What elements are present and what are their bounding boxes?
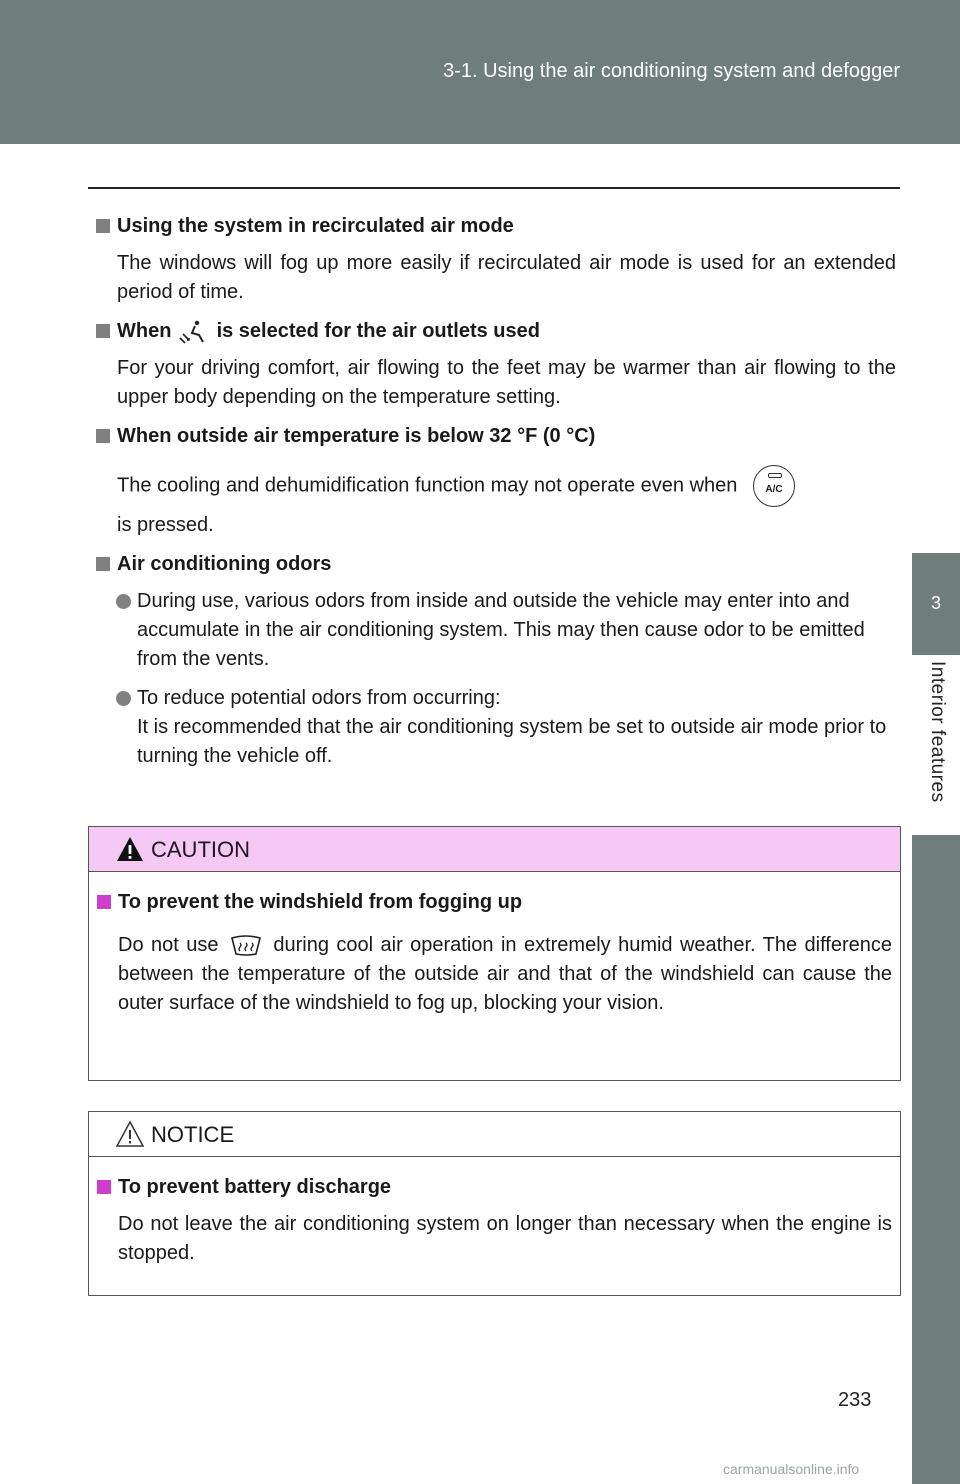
section-text: For your driving comfort, air flowing to the feet may be warmer than air flowing to the upper body depending on the temperature setting. — [117, 357, 896, 408]
main-content — [96, 212, 896, 771]
watermark: carmanualsonline.info — [723, 1461, 860, 1477]
notice-heading: To prevent battery discharge — [97, 1173, 892, 1202]
notice-header — [89, 1112, 900, 1157]
page-number: 233 — [838, 1389, 872, 1411]
notice-box — [88, 1111, 901, 1296]
caution-body — [89, 872, 900, 1018]
notice-text: Do not leave the air conditioning system on longer than necessary when the engine is stopped. — [118, 1213, 892, 1264]
section-heading: Air conditioning odors — [96, 550, 896, 579]
warning-triangle-icon — [115, 835, 145, 863]
side-strip — [912, 835, 960, 1484]
warning-triangle-outline-icon — [115, 1120, 145, 1148]
section-heading: When outside air temperature is below 32 °F (0 °C) — [96, 422, 896, 451]
list-item: To reduce potential odors from occurring: It is recommended that the air conditioning system be set to outside air mode prior to turning the vehicle off. — [137, 684, 896, 771]
caution-heading: To prevent the windshield from fogging up — [97, 888, 892, 917]
square-bullet-icon — [96, 429, 110, 443]
list-item: During use, various odors from inside and outside the vehicle may enter into and accumulate in the air conditioning system. This may then cause odor to be emitted from the vents. — [137, 587, 896, 674]
feet-airflow-icon — [177, 319, 211, 345]
ac-button-icon: A/C — [753, 465, 795, 507]
section-text: is pressed. — [117, 514, 214, 536]
windshield-defogger-icon — [226, 934, 266, 958]
square-bullet-icon — [96, 219, 110, 233]
square-bullet-icon — [97, 895, 111, 909]
caution-text: Do not use during cool air operation in extremely humid weather. The difference between the temperature of the outside air and that of the windshield can cause the outer surface of the windshield to fog up, blocking your vision. — [118, 934, 893, 1014]
round-bullet-icon — [116, 691, 131, 706]
round-bullet-icon — [116, 594, 131, 609]
notice-label: NOTICE — [151, 1122, 235, 1147]
square-bullet-icon — [96, 324, 110, 338]
chapter-tab — [912, 553, 960, 655]
square-bullet-icon — [97, 1180, 111, 1194]
header-title: 3-1. Using the air conditioning system and defogger — [443, 60, 900, 82]
section-heading: When is selected for the air outlets used — [96, 317, 896, 346]
chapter-label — [912, 655, 960, 835]
section-text: The cooling and dehumidification function may not operate even when A/C — [117, 465, 896, 507]
section-heading: Using the system in recirculated air mode — [96, 212, 896, 241]
chapter-label-text: Interior features — [927, 661, 948, 803]
page-header — [0, 0, 960, 144]
section-text: The windows will fog up more easily if recirculated air mode is used for an extended period of time. — [117, 252, 896, 303]
square-bullet-icon — [96, 557, 110, 571]
chapter-number: 3 — [930, 593, 941, 613]
top-divider — [88, 187, 900, 189]
caution-header — [89, 827, 900, 872]
notice-body — [89, 1157, 900, 1268]
caution-label: CAUTION — [151, 837, 250, 862]
caution-box — [88, 826, 901, 1081]
